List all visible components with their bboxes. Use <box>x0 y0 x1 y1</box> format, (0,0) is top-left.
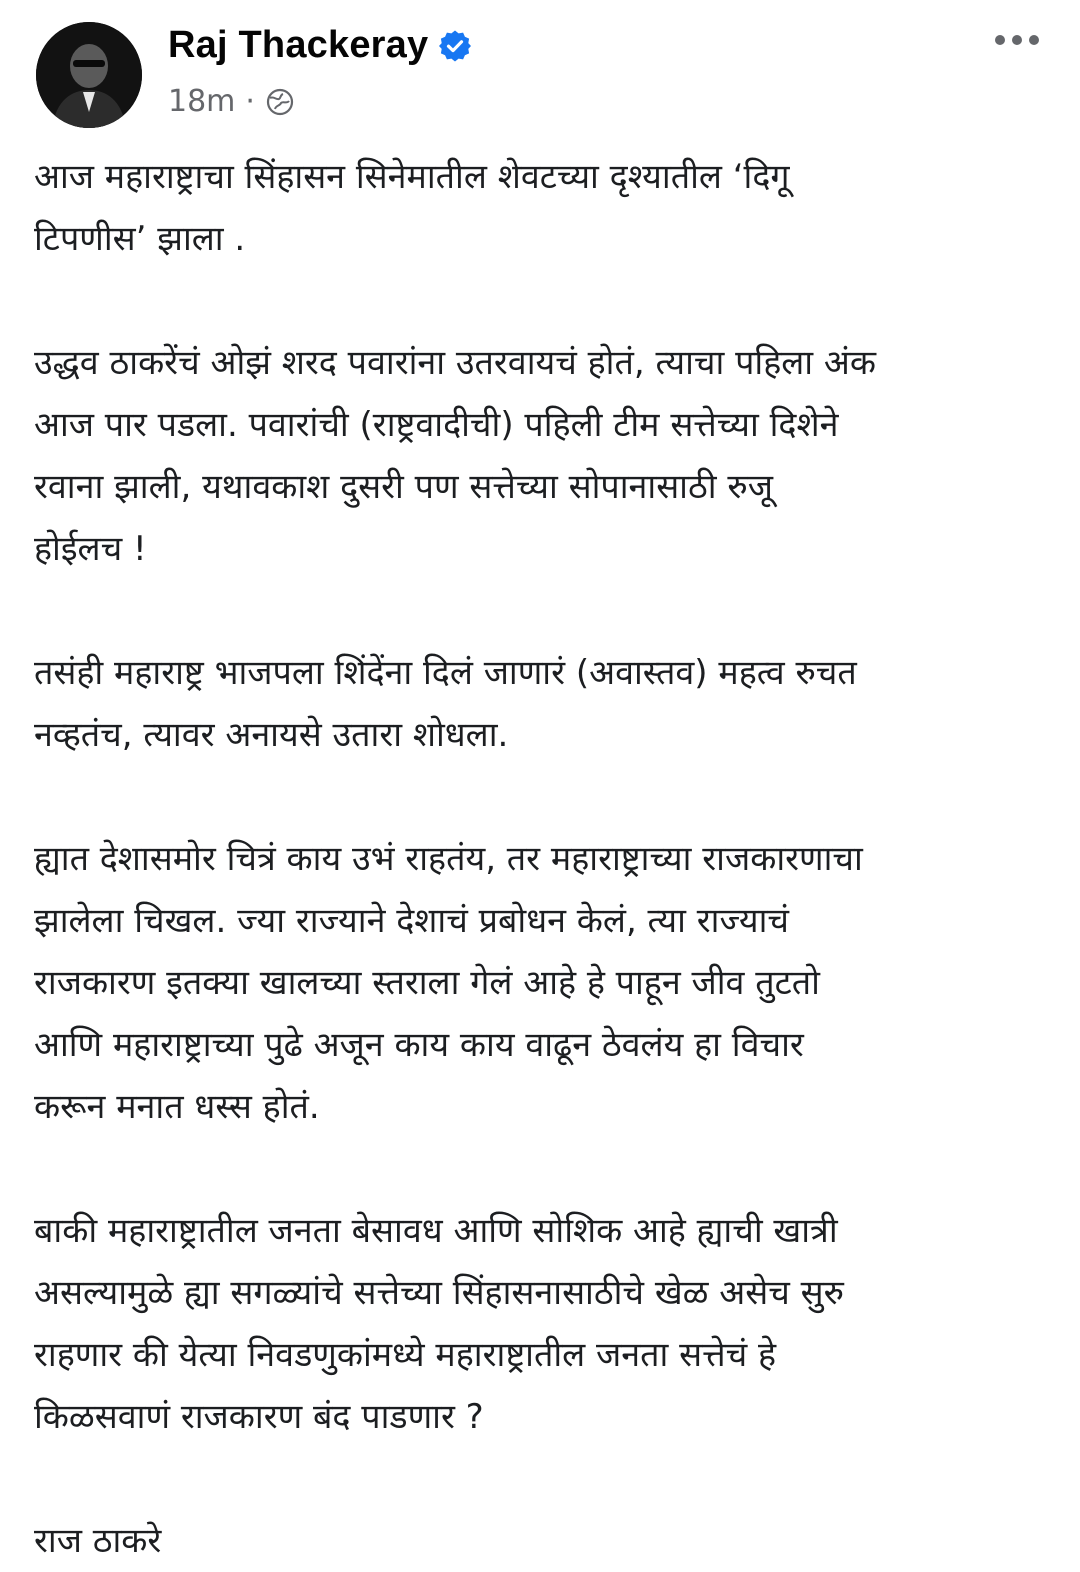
avatar-portrait-icon <box>36 22 142 128</box>
post-paragraph: आज महाराष्ट्राचा सिंहासन सिनेमातील शेवटच्या दृश्यातील ‘दिगू टिपणीस’ झाला . <box>34 157 790 259</box>
post-paragraph: बाकी महाराष्ट्रातील जनता बेसावध आणि सोशिक आहे ह्याची खात्री असल्यामुळे ह्या सगळ्यांचे सत्तेच्या सिंहासनासाठीचे खेळ असेच सुरु राहणार की येत्या निवडणुकांमध्ये महाराष्ट्रातील जनता सत्तेचं हे किळसवाणं राजकारण बंद पाडणार ? <box>34 1211 844 1437</box>
post-meta <box>168 84 295 119</box>
meta-separator: · <box>245 84 255 119</box>
more-options-icon[interactable] <box>992 30 1042 50</box>
author <box>168 24 472 67</box>
globe-icon <box>265 87 295 117</box>
post-paragraph: उद्धव ठाकरेंचं ओझं शरद पवारांना उतरवायचं होतं, त्याचा पहिला अंक आज पार पडला. पवारांची (राष्ट्रवादीची) पहिली टीम सत्तेच्या दिशेने रवाना झाली, यथावकाश दुसरी पण सत्तेच्या सोपानासाठी रुजू होईलच ! <box>34 343 876 569</box>
post-timestamp[interactable]: 18m <box>168 84 236 119</box>
author-name[interactable]: Raj Thackeray <box>168 24 429 66</box>
avatar[interactable] <box>36 22 142 128</box>
post-paragraph: ह्यात देशासमोर चित्रं काय उभं राहतंय, तर महाराष्ट्राच्या राजकारणाचा झालेला चिखल. ज्या राज्याने देशाचं प्रबोधन केलं, त्या राज्याचं राजकारण इतक्या खालच्या स्तराला गेलं आहे हे पाहून जीव तुटतो आणि महाराष्ट्राच्या पुढे अजून काय काय वाढून ठेवलंय हा विचार करून मनात धस्स होतं. <box>34 839 863 1127</box>
post-header <box>0 0 1080 140</box>
post-body <box>34 146 1054 1572</box>
verified-badge-icon <box>438 29 472 63</box>
post-paragraph: तसंही महाराष्ट्र भाजपला शिंदेंना दिलं जाणारं (अवास्तव) महत्व रुचत नव्हतंच, त्यावर अनायसे उतारा शोधला. <box>34 653 857 755</box>
post-signature: राज ठाकरे <box>34 1521 162 1561</box>
